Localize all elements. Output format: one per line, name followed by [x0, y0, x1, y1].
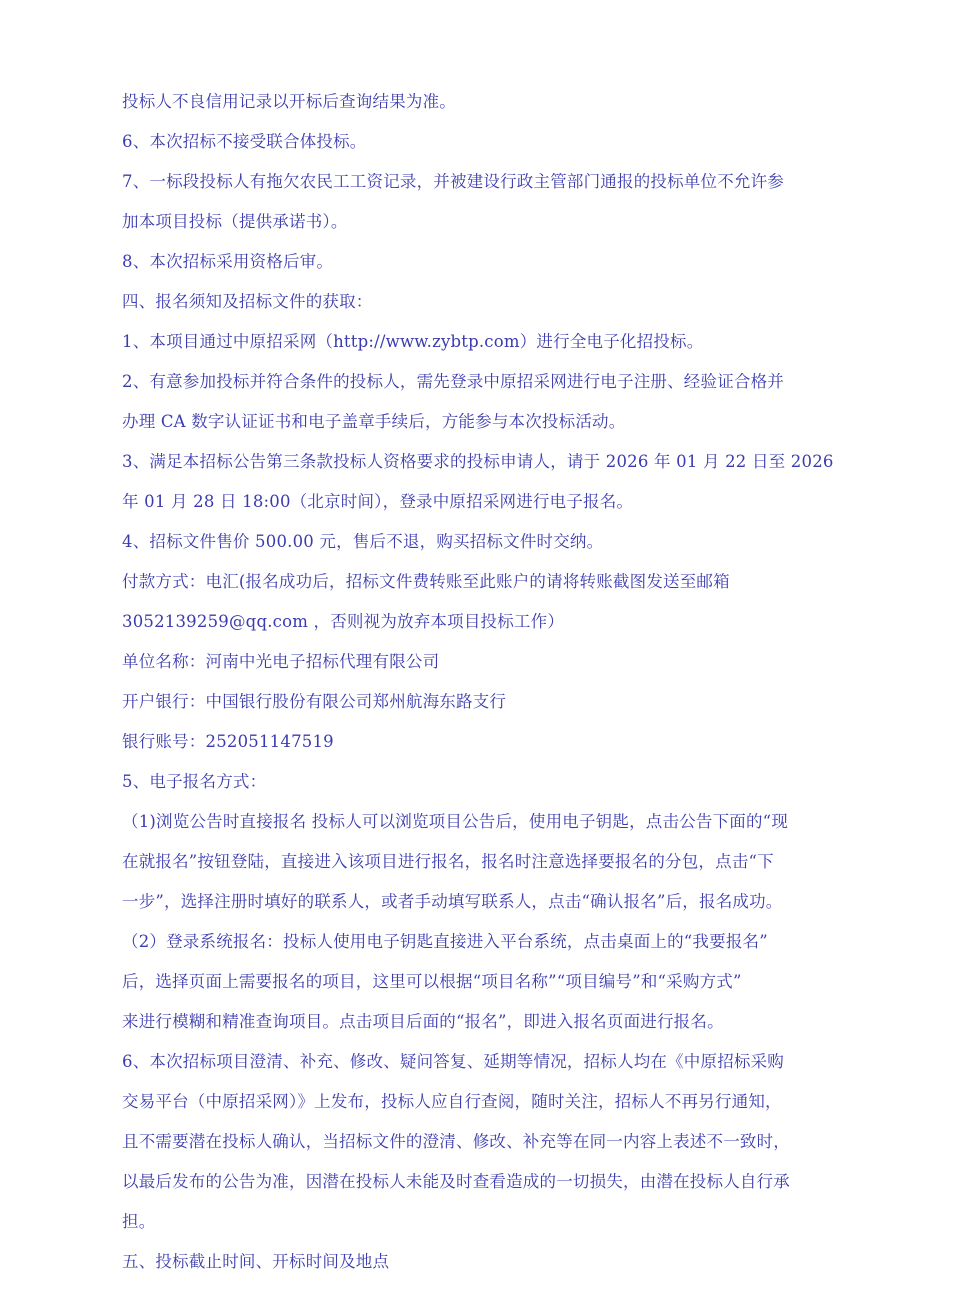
text-line: 7、一标段投标人有拖欠农民工工资记录，并被建设行政主管部门通报的投标单位不允许参	[122, 172, 784, 191]
text-line: 单位名称：河南中光电子招标代理有限公司	[122, 652, 440, 671]
text-line: 1、本项目通过中原招采网（http://www.zybtp.com）进行全电子化招投标。	[122, 332, 704, 351]
text-line: 2、有意参加投标并符合条件的投标人，需先登录中原招采网进行电子注册、经验证合格并	[122, 372, 784, 391]
text-line: 付款方式：电汇(报名成功后，招标文件费转账至此账户的请将转账截图发送至邮箱	[122, 572, 730, 591]
text-line: 办理 CA 数字认证证书和电子盖章手续后，方能参与本次投标活动。	[122, 412, 626, 431]
text-line: 投标人不良信用记录以开标后查询结果为准。	[122, 92, 456, 111]
text-line: 6、本次招标项目澄清、补充、修改、疑问答复、延期等情况，招标人均在《中原招标采购	[122, 1052, 784, 1071]
text-line: 且不需要潜在投标人确认，当招标文件的澄清、修改、补充等在同一内容上表述不一致时，	[122, 1132, 790, 1151]
text-line: 五、投标截止时间、开标时间及地点	[122, 1252, 390, 1271]
text-line: （2）登录系统报名：投标人使用电子钥匙直接进入平台系统，点击桌面上的“我要报名”	[122, 932, 768, 951]
text-line: 8、本次招标采用资格后审。	[122, 252, 334, 271]
text-line: 交易平台（中原招采网）》上发布，投标人应自行查阅，随时关注，招标人不再另行通知，	[122, 1092, 782, 1111]
text-line: 年 01 月 28 日 18:00（北京时间），登录中原招采网进行电子报名。	[122, 492, 634, 511]
text-line: 4、招标文件售价 500.00 元，售后不退，购买招标文件时交纳。	[122, 532, 604, 551]
text-line: 开户银行：中国银行股份有限公司郑州航海东路支行	[122, 692, 507, 711]
text-line: （1)浏览公告时直接报名 投标人可以浏览项目公告后，使用电子钥匙，点击公告下面的“现	[122, 812, 789, 831]
text-line: 3、满足本招标公告第三条款投标人资格要求的投标申请人，请于 2026 年 01 月 22 日至 2026	[122, 452, 834, 471]
text-line: 加本项目投标（提供承诺书）。	[122, 212, 348, 231]
text-line: 5、电子报名方式：	[122, 772, 267, 791]
text-line: 在就报名”按钮登陆，直接进入该项目进行报名，报名时注意选择要报名的分包，点击“下	[122, 852, 774, 871]
text-line: 来进行模糊和精准查询项目。点击项目后面的“报名”，即进入报名页面进行报名。	[122, 1012, 724, 1031]
text-line: 3052139259@qq.com ，否则视为放弃本项目投标工作）	[122, 612, 565, 631]
text-line: 一步”，选择注册时填好的联系人，或者手动填写联系人，点击“确认报名”后，报名成功。	[122, 892, 783, 911]
text-line: 四、报名须知及招标文件的获取：	[122, 292, 373, 311]
document-body	[122, 82, 842, 1282]
text-line: 6、本次招标不接受联合体投标。	[122, 132, 367, 151]
text-line: 担。	[122, 1212, 156, 1231]
text-line: 银行账号：252051147519	[122, 732, 334, 751]
text-line: 以最后发布的公告为准，因潜在投标人未能及时查看造成的一切损失，由潜在投标人自行承	[122, 1172, 790, 1191]
text-line: 后，选择页面上需要报名的项目，这里可以根据“项目名称”“项目编号”和“采购方式”	[122, 972, 742, 991]
